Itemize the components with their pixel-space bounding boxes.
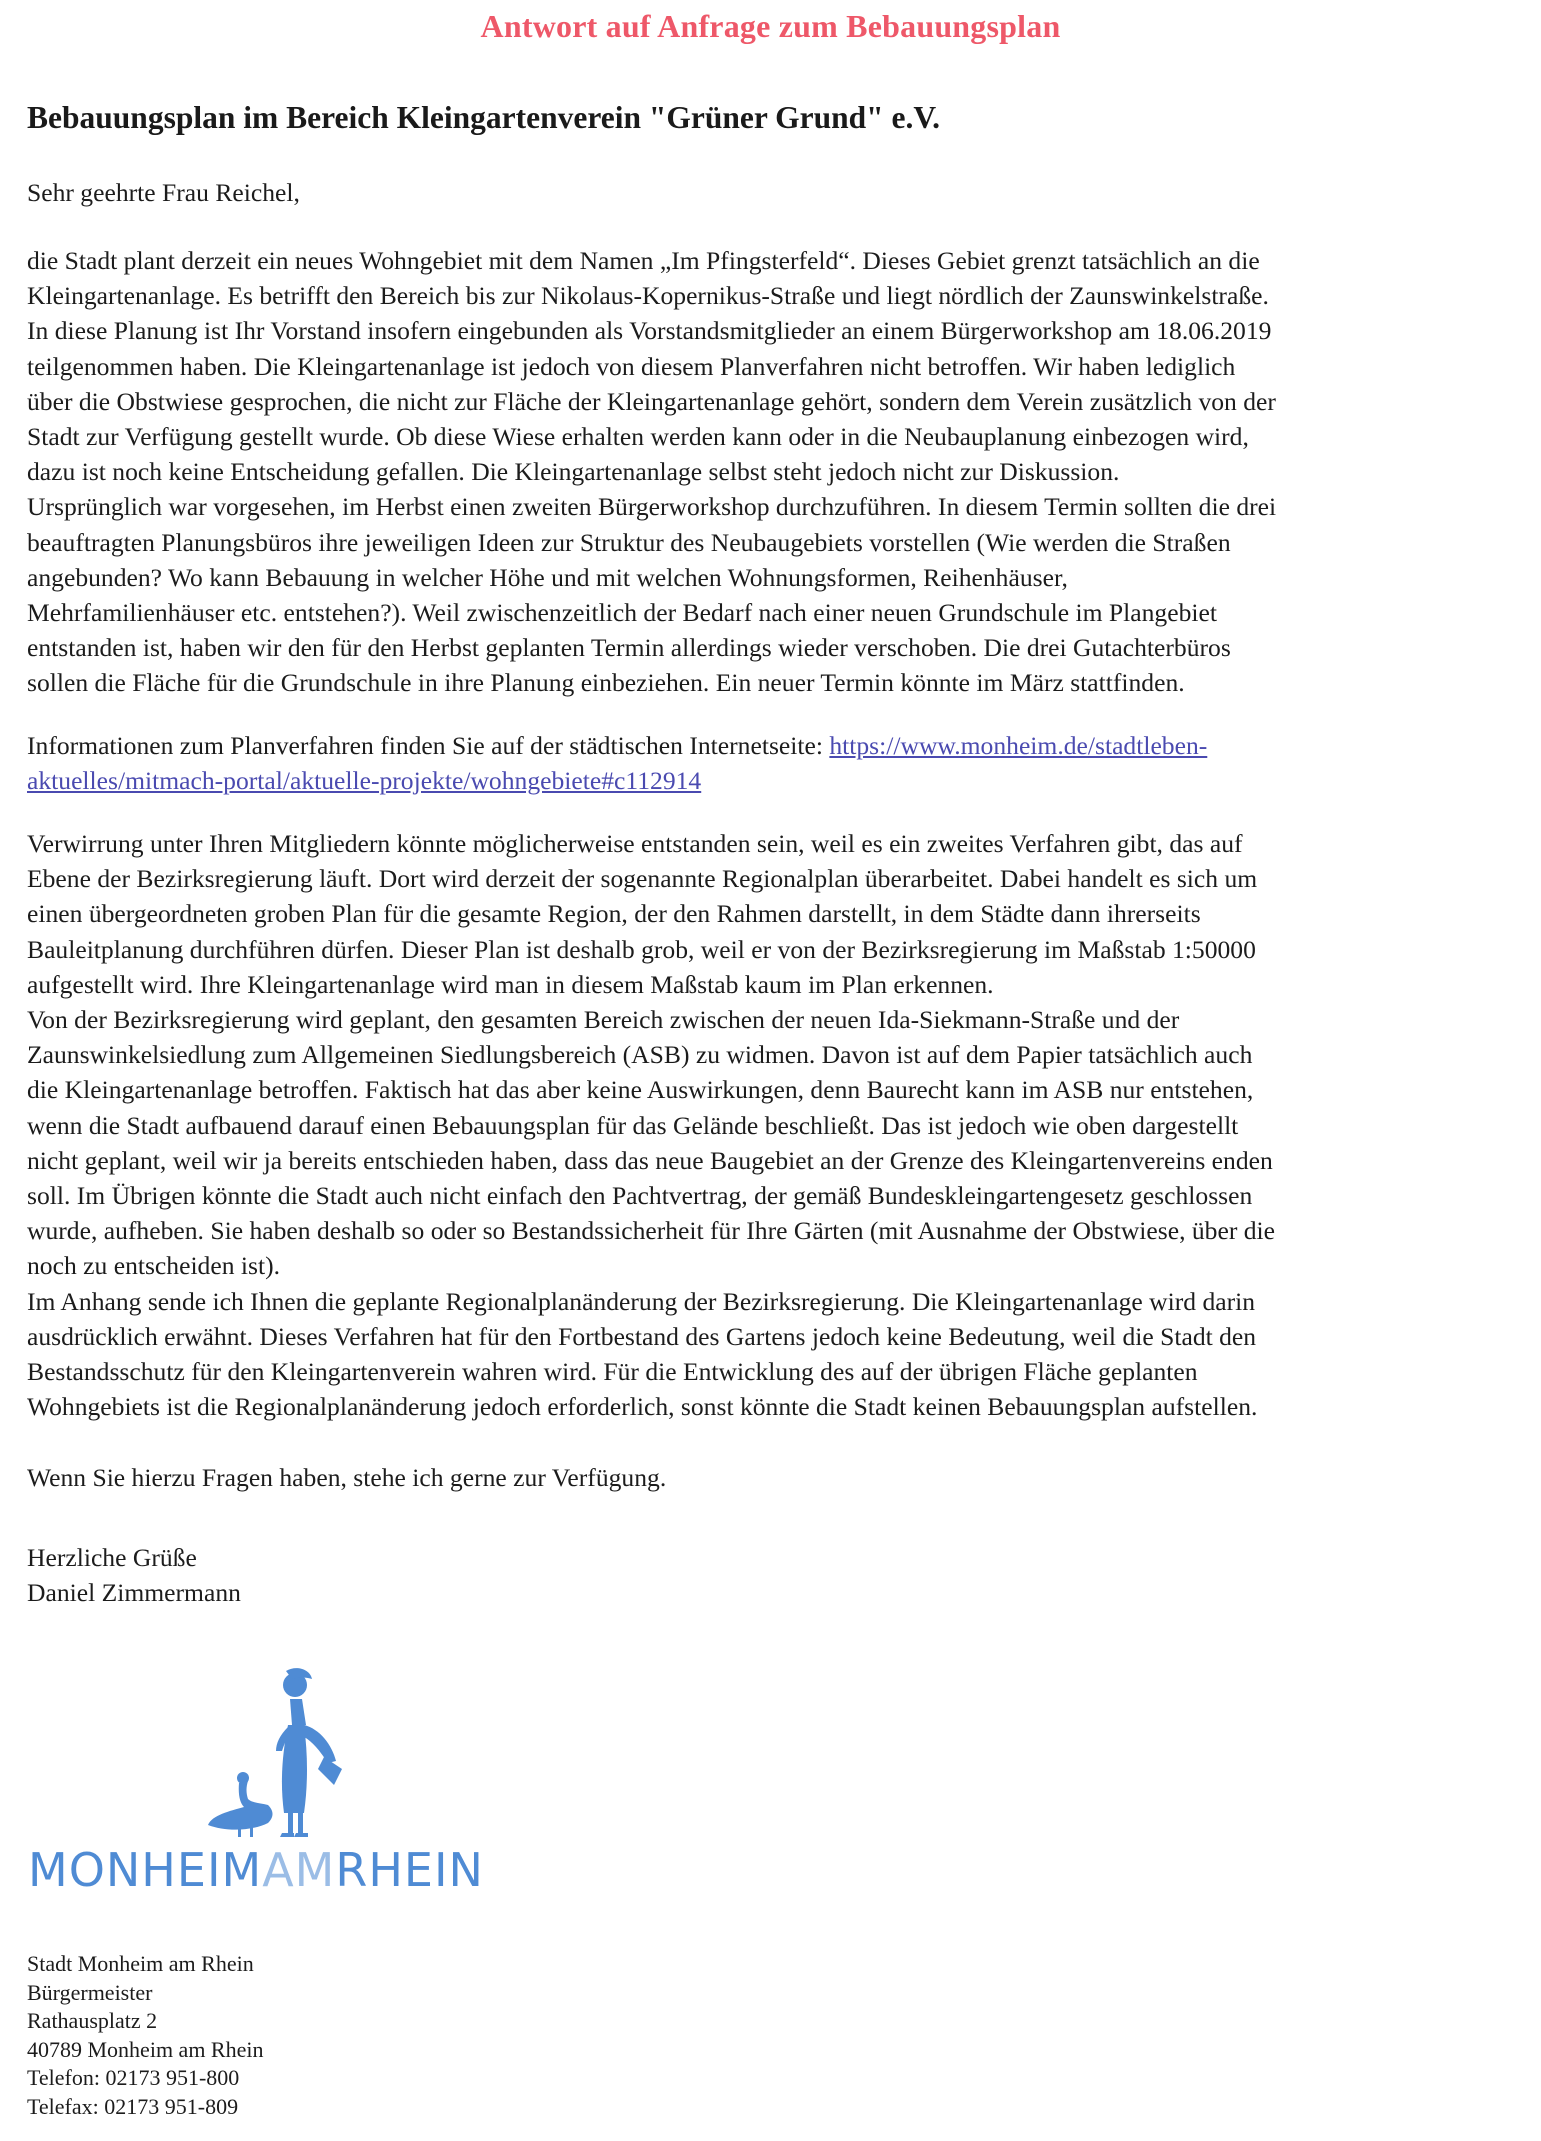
paragraph-line: beauftragten Planungsbüros ihre jeweiligen Ideen zur Struktur des Neubaugebiets vorstellen (Wie werden die Straßen	[27, 527, 1231, 557]
paragraph-line: nicht geplant, weil wir ja bereits entschieden haben, dass das neue Baugebiet an der Grenze des Kleingartenvereins enden	[27, 1145, 1273, 1175]
paragraph-line: dazu ist noch keine Entscheidung gefallen. Die Kleingartenanlage selbst steht jedoch nicht zur Diskussion.	[27, 457, 1120, 487]
logo-word-monheim: MONHEIM	[28, 1843, 263, 1897]
paragraph-line: entstanden ist, haben wir den für den Herbst geplanten Termin allerdings wieder verschoben. Die drei Gutachterbüros	[27, 633, 1231, 663]
phone-line: Telefon: 02173 951-800	[27, 2065, 240, 2091]
paragraph-line: angebunden? Wo kann Bebauung in welcher Höhe und mit welchen Wohnungsformen, Reihenhäuser,	[27, 562, 1068, 592]
paragraph-line: Wohngebiets ist die Regionalplanänderung jedoch erforderlich, sonst könnte die Stadt keinen Bebauungsplan aufstellen.	[27, 1392, 1258, 1422]
info-text: Informationen zum Planverfahren finden Sie auf der städtischen Internetseite:	[27, 731, 830, 760]
paragraph-line: über die Obstwiese gesprochen, die nicht zur Fläche der Kleingartenanlage gehört, sondern dem Verein zusätzlich von der	[27, 386, 1276, 416]
paragraph-line: Ursprünglich war vorgesehen, im Herbst einen zweiten Bürgerworkshop durchzuführen. In diesem Termin sollten die drei	[27, 492, 1277, 522]
paragraph-line: aufgestellt wird. Ihre Kleingartenanlage wird man in diesem Maßstab kaum im Plan erkennen.	[27, 969, 994, 999]
paragraph-line: Stadt zur Verfügung gestellt wurde. Ob diese Wiese erhalten werden kann oder in die Neubauplanung einbezogen wird,	[27, 422, 1249, 452]
paragraph-2	[27, 728, 1517, 798]
city-logo	[28, 1665, 484, 1905]
sign-off	[27, 1540, 1517, 1610]
paragraph-line: Kleingartenanlage. Es betrifft den Bereich bis zur Nikolaus-Kopernikus-Straße und liegt nördlich der Zaunswinkelstraße.	[27, 281, 1269, 311]
paragraph-line: ausdrücklich erwähnt. Dieses Verfahren hat für den Fortbestand des Gartens jedoch keine Bedeutung, weil die Stadt den	[27, 1321, 1257, 1351]
paragraph-line: Zaunswinkelsiedlung zum Allgemeinen Siedlungsbereich (ASB) zu widmen. Davon ist auf dem Papier tatsächlich auch	[27, 1040, 1253, 1070]
paragraph-line: soll. Im Übrigen könnte die Stadt auch nicht einfach den Pachtvertrag, der gemäß Bundeskleingartengesetz geschlossen	[27, 1181, 1253, 1211]
address-line: Rathausplatz 2	[27, 2008, 158, 2034]
website-link-continued[interactable]: aktuelles/mitmach-portal/aktuelle-projekte/wohngebiete#c112914	[27, 766, 702, 796]
logo-wordmark	[28, 1843, 484, 1897]
top-heading: Antwort auf Anfrage zum Bebauungsplan	[480, 8, 1061, 44]
paragraph-line: die Stadt plant derzeit ein neues Wohngebiet mit dem Namen „Im Pfingsterfeld“. Dieses Gebiet grenzt tatsächlich an die	[27, 246, 1260, 275]
paragraph-line: Verwirrung unter Ihren Mitgliedern könnte möglicherweise entstanden sein, weil es ein zweites Verfahren gibt, das auf	[27, 829, 1243, 858]
paragraph-line: Von der Bezirksregierung wird geplant, den gesamten Bereich zwischen der neuen Ida-Siekmann-Straße und der	[27, 1005, 1180, 1035]
website-link[interactable]: https://www.monheim.de/stadtleben-	[829, 731, 1208, 760]
paragraph-line: wurde, aufheben. Sie haben deshalb so oder so Bestandssicherheit für Ihre Gärten (mit Ausnahme der Obstwiese, über die	[27, 1216, 1276, 1246]
salutation: Sehr geehrte Frau Reichel,	[27, 178, 300, 207]
paragraph-line: Bestandsschutz für den Kleingartenverein wahren wird. Für die Entwicklung des auf der übrigen Fläche geplanten	[27, 1357, 1198, 1387]
paragraph-line: wenn die Stadt aufbauend darauf einen Bebauungsplan für das Gelände beschließt. Das ist jedoch wie oben dargestellt	[27, 1110, 1239, 1140]
closing-question: Wenn Sie hierzu Fragen haben, stehe ich gerne zur Verfügung.	[27, 1463, 667, 1492]
logo-word-rhein: RHEIN	[335, 1843, 484, 1897]
paragraph-line: Im Anhang sende ich Ihnen die geplante Regionalplanänderung der Bezirksregierung. Die Kleingartenanlage wird darin	[27, 1286, 1256, 1316]
signer-name: Daniel Zimmermann	[27, 1578, 241, 1608]
paragraph-line: noch zu entscheiden ist).	[27, 1251, 281, 1281]
subject-line: Bebauungsplan im Bereich Kleingartenverein "Grüner Grund" e.V.	[27, 100, 940, 135]
paragraph-line: die Kleingartenanlage betroffen. Faktisch hat das aber keine Auswirkungen, denn Baurecht kann im ASB nur entstehen,	[27, 1075, 1254, 1105]
address-line: Bürgermeister	[27, 1979, 153, 2005]
paragraph-line: Bauleitplanung durchführen dürfen. Dieser Plan ist deshalb grob, weil er von der Bezirksregierung im Maßstab 1:50000	[27, 934, 1256, 964]
paragraph-line: teilgenommen haben. Die Kleingartenanlage ist jedoch von diesem Planverfahren nicht betroffen. Wir haben lediglich	[27, 351, 1236, 381]
paragraph-3	[27, 826, 1517, 1424]
paragraph-line	[27, 728, 1517, 763]
goose-liesel-figure-icon	[208, 1665, 408, 1840]
paragraph-line: Ebene der Bezirksregierung läuft. Dort wird derzeit der sogenannte Regionalplan überarbeitet. Dabei handelt es sich um	[27, 864, 1258, 894]
address-line: 40789 Monheim am Rhein	[27, 2036, 264, 2062]
paragraph-line: sollen die Fläche für die Grundschule in ihre Planung einbeziehen. Ein neuer Termin könnte im März stattfinden.	[27, 668, 1185, 698]
paragraph-1	[27, 243, 1517, 701]
paragraph-line: In diese Planung ist Ihr Vorstand insofern eingebunden als Vorstandsmitglieder an einem Bürgerworkshop am 18.06.2019	[27, 316, 1272, 346]
logo-word-am: AM	[262, 1843, 336, 1897]
fax-line: Telefax: 02173 951-809	[27, 2093, 239, 2119]
paragraph-line: einen übergeordneten groben Plan für die gesamte Region, der den Rahmen darstellt, in dem Städte dann ihrerseits	[27, 899, 1201, 929]
paragraph-line: Mehrfamilienhäuser etc. entstehen?). Weil zwischenzeitlich der Bedarf nach einer neuen Grundschule im Plangebiet	[27, 598, 1217, 628]
greeting: Herzliche Grüße	[27, 1543, 197, 1572]
address-line: Stadt Monheim am Rhein	[27, 1951, 254, 1976]
sender-address	[27, 1950, 263, 2122]
